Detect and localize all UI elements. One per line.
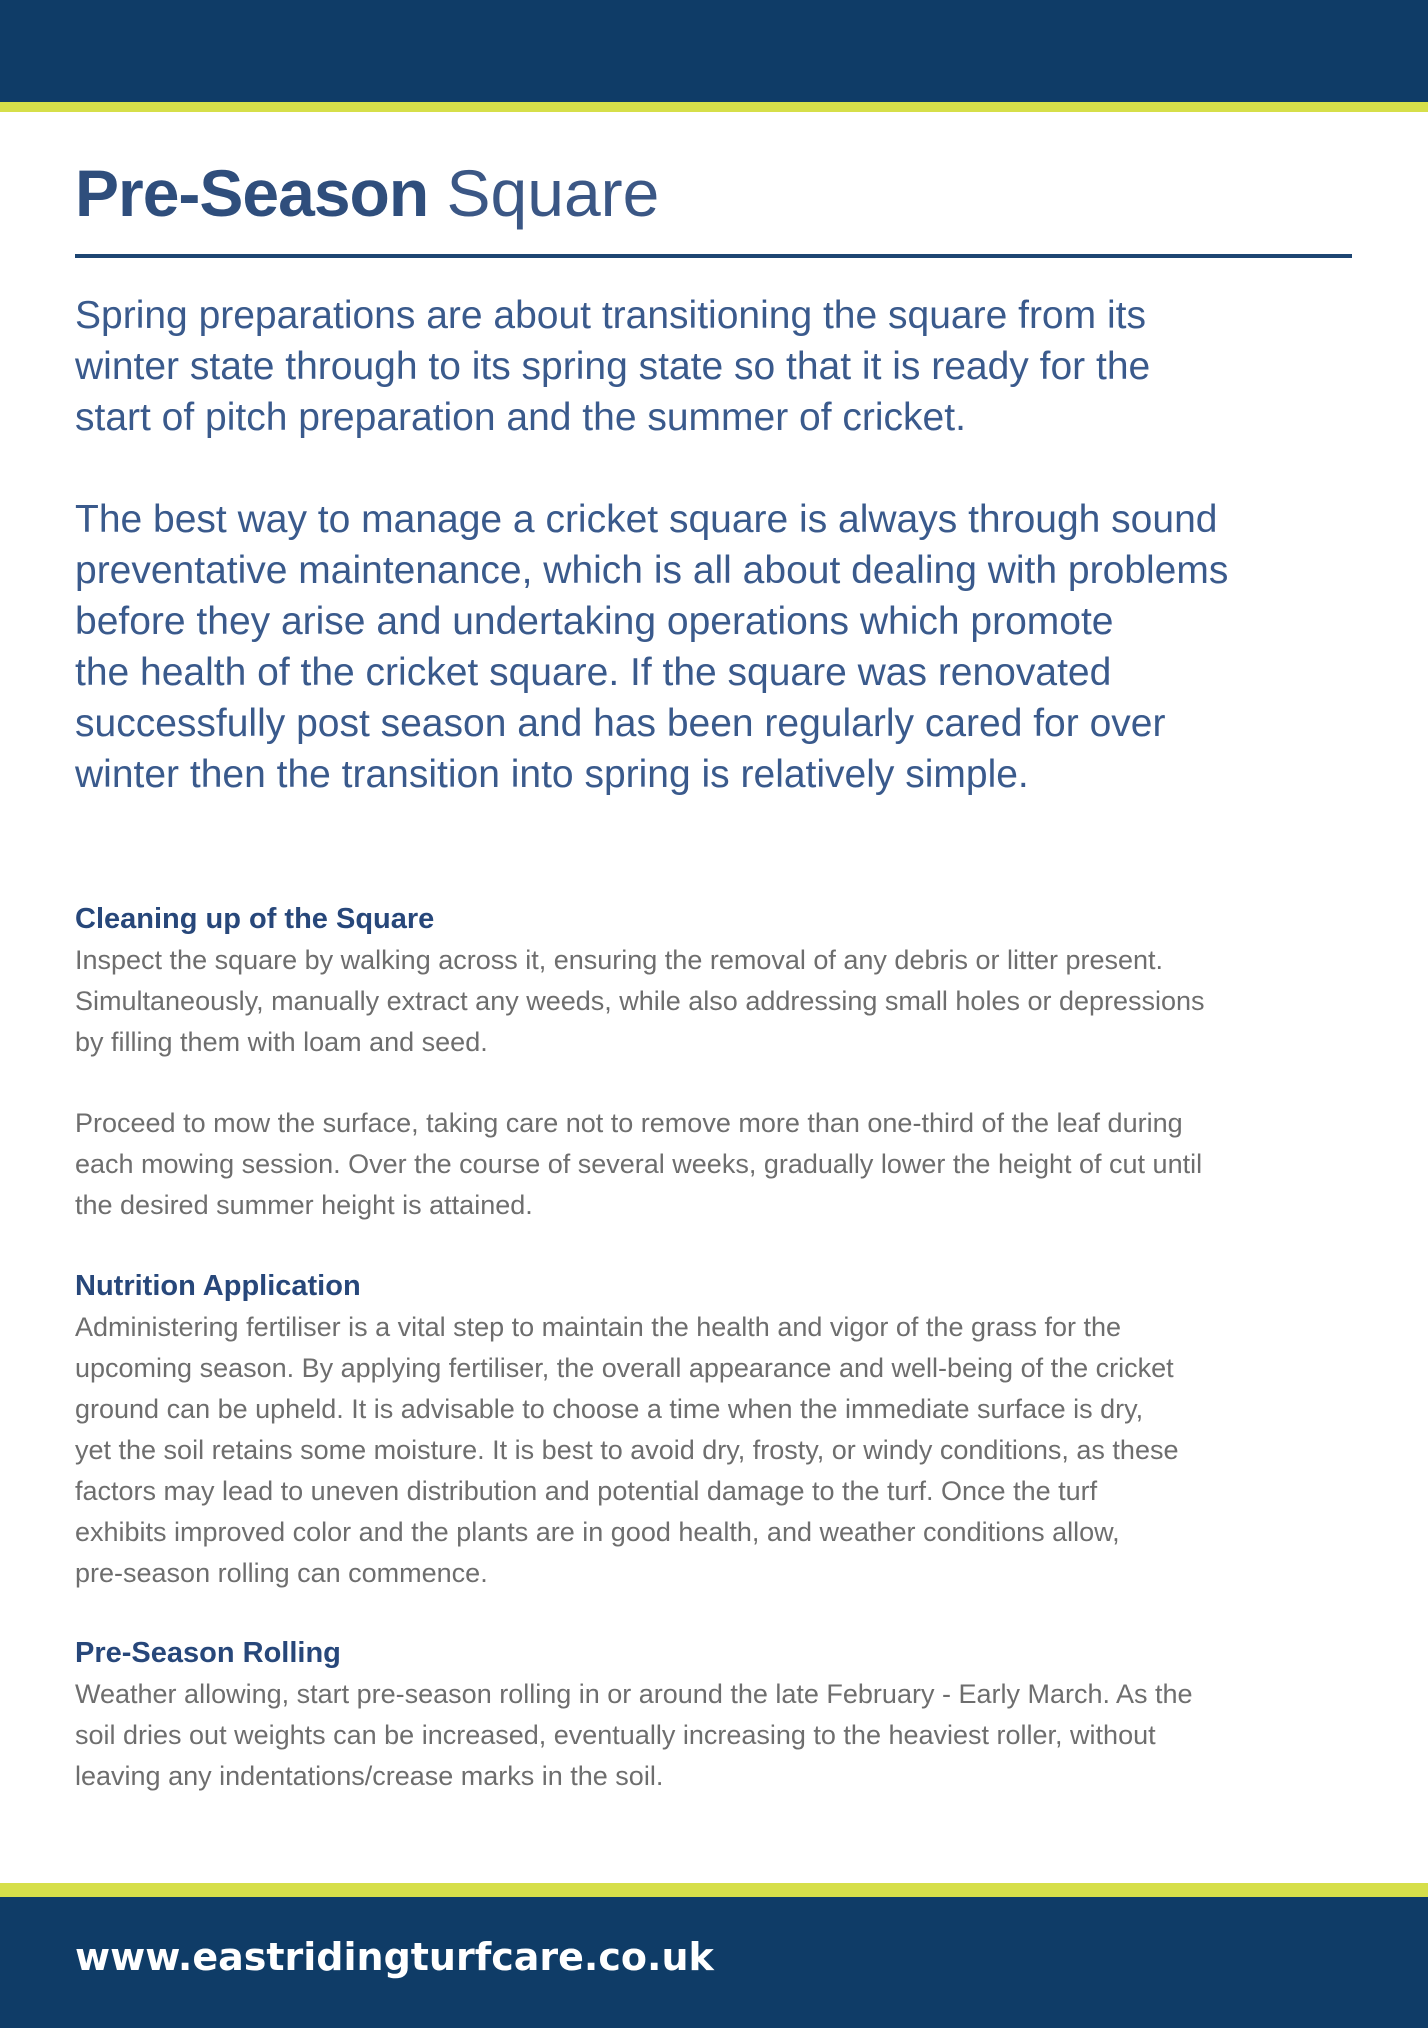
section-cleaning-up	[75, 899, 1375, 1063]
section-paragraph	[75, 1307, 1375, 1594]
body-line: leaving any indentations/crease marks in the soil.	[75, 1761, 664, 1791]
body-line: soil dries out weights can be increased, eventually increasing to the heaviest roller, without	[75, 1720, 1156, 1750]
footer-website-link[interactable]: www.eastridingturfcare.co.uk	[75, 1935, 714, 1979]
intro-paragraph-1	[75, 290, 1375, 443]
section-heading: Nutrition Application	[75, 1270, 361, 1302]
body-line: exhibits improved color and the plants are in good health, and weather conditions allow,	[75, 1517, 1120, 1547]
intro-line: Spring preparations are about transitioning the square from its	[75, 294, 1146, 337]
header-accent-stripe	[0, 102, 1428, 112]
intro-line: successfully post season and has been regularly cared for over	[75, 702, 1166, 745]
body-line: pre-season rolling can commence.	[75, 1558, 488, 1588]
body-line: each mowing session. Over the course of several weeks, gradually lower the height of cut until	[75, 1149, 1203, 1179]
footer-accent-stripe	[0, 1883, 1428, 1897]
section-pre-season-rolling	[75, 1633, 1375, 1797]
section-paragraph	[75, 1674, 1375, 1797]
page-title	[75, 150, 659, 236]
page-title-bold: Pre-Season	[75, 156, 429, 230]
body-line: ground can be upheld. It is advisable to choose a time when the immediate surface is dry,	[75, 1394, 1144, 1424]
body-line: Inspect the square by walking across it, ensuring the removal of any debris or litter present.	[75, 945, 1164, 975]
body-line: Simultaneously, manually extract any weeds, while also addressing small holes or depressions	[75, 986, 1205, 1016]
section-heading: Cleaning up of the Square	[75, 903, 435, 935]
header-band	[0, 0, 1428, 102]
section-nutrition-application	[75, 1266, 1375, 1594]
intro-line: the health of the cricket square. If the square was renovated	[75, 651, 1112, 694]
section-heading: Pre-Season Rolling	[75, 1637, 341, 1669]
intro-line: winter then the transition into spring is relatively simple.	[75, 753, 1029, 796]
section-cleaning-up-mowing	[75, 1103, 1375, 1226]
body-line: factors may lead to uneven distribution and potential damage to the turf. Once the turf	[75, 1476, 1098, 1506]
intro-line: winter state through to its spring state so that it is ready for the	[75, 345, 1151, 388]
intro-paragraph-2	[75, 494, 1375, 800]
body-line: yet the soil retains some moisture. It is best to avoid dry, frosty, or windy conditions, as these	[75, 1435, 1179, 1465]
intro-line: The best way to manage a cricket square is always through sound	[75, 498, 1218, 541]
intro-line: before they arise and undertaking operations which promote	[75, 600, 1114, 643]
body-line: the desired summer height is attained.	[75, 1190, 533, 1220]
title-divider	[75, 254, 1352, 258]
body-line: Weather allowing, start pre-season rolling in or around the late February - Early March. As the	[75, 1679, 1193, 1709]
body-line: Proceed to mow the surface, taking care not to remove more than one-third of the leaf during	[75, 1108, 1183, 1138]
section-paragraph	[75, 940, 1375, 1063]
body-line: by filling them with loam and seed.	[75, 1027, 488, 1057]
body-line: upcoming season. By applying fertiliser, the overall appearance and well-being of the cricket	[75, 1353, 1174, 1383]
page-title-light: Square	[446, 156, 660, 230]
intro-line: start of pitch preparation and the summer of cricket.	[75, 396, 966, 439]
body-line: Administering fertiliser is a vital step to maintain the health and vigor of the grass for the	[75, 1312, 1122, 1342]
intro-line: preventative maintenance, which is all about dealing with problems	[75, 549, 1229, 592]
section-paragraph	[75, 1103, 1375, 1226]
